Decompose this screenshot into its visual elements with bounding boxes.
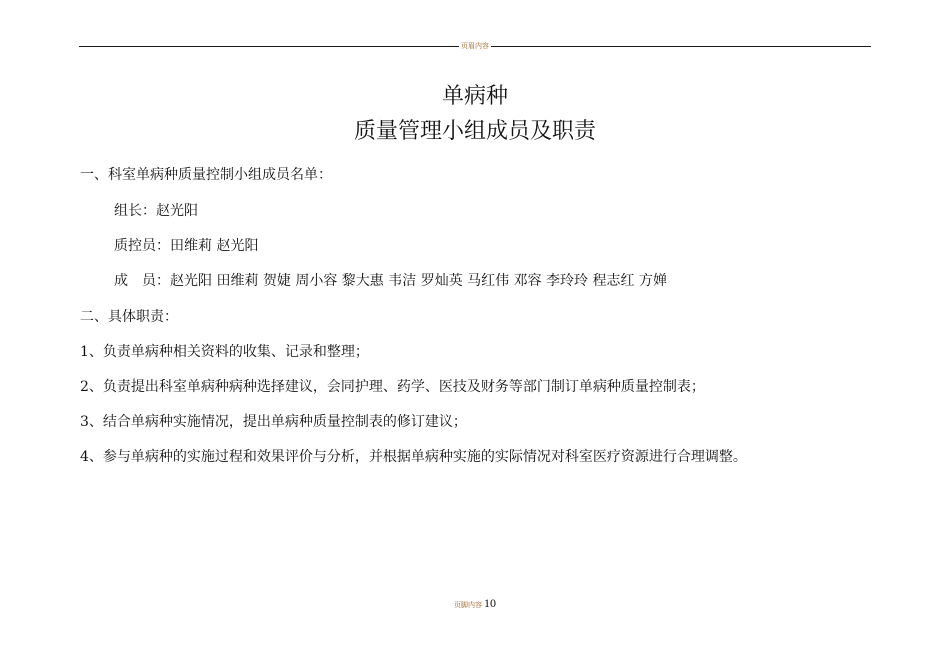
section-1-heading: 一、科室单病种质量控制小组成员名单： — [80, 167, 332, 183]
duty-item-1: 1、负责单病种相关资料的收集、记录和整理； — [80, 344, 369, 360]
duty-item-3: 3、结合单病种实施情况，提出单病种质量控制表的修订建议； — [80, 414, 467, 430]
duty-item-2: 2、负责提出科室单病种病种选择建议，会同护理、药学、医技及财务等部门制订单病种质量控制表； — [80, 379, 705, 395]
document-title-line-2: 质量管理小组成员及职责 — [353, 119, 596, 144]
header-text: 页眉内容 — [461, 42, 489, 50]
section-2-heading: 二、具体职责： — [80, 309, 178, 325]
duty-item-4: 4、参与单病种的实施过程和效果评价与分析，并根据单病种实施的实际情况对科室医疗资源进行合理调整。 — [80, 449, 747, 465]
quality-controller-line: 质控员：田维莉 赵光阳 — [114, 238, 259, 254]
group-leader-line: 组长：赵光阳 — [114, 203, 198, 219]
page-footer — [0, 592, 950, 611]
document-title-line-1: 单病种 — [441, 84, 508, 109]
page-header — [0, 41, 950, 51]
members-line: 成 员：赵光阳 田维莉 贺婕 周小容 黎大惠 韦洁 罗灿英 马红伟 邓容 李玲玲 程志红 方婵 — [114, 273, 667, 289]
page-number: 10 — [484, 596, 496, 610]
footer-text: 页脚内容 — [454, 601, 482, 609]
